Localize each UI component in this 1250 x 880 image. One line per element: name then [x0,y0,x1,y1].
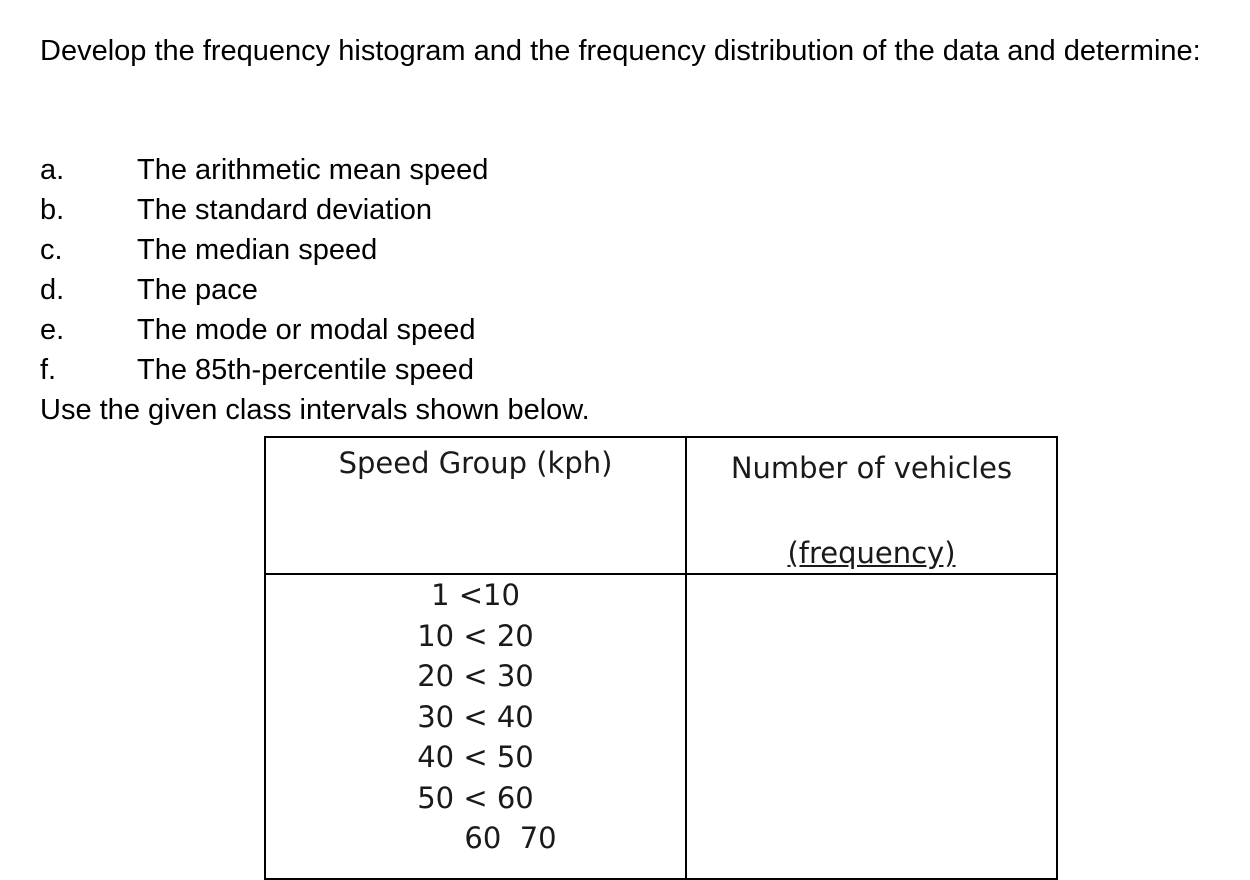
question-item [40,350,488,390]
question-item [40,270,488,310]
question-marker: c. [40,234,63,266]
instruction-text: Develop the frequency histogram and the frequency distribution of the data and determine: [40,35,1201,67]
frequency-header-line1: Number of vehicles [730,451,1013,485]
question-marker: d. [40,274,65,306]
speed-group-header: Speed Group (kph) [265,437,686,574]
question-marker: b. [40,194,65,226]
speed-range: 40 < 50 [417,740,534,774]
speed-range: 30 < 40 [417,699,534,734]
question-marker: e. [40,314,65,346]
speed-groups-cell [265,574,686,879]
question-list [40,150,488,390]
table-row [265,574,1057,879]
speed-range: 50 < 60 [417,780,534,815]
speed-frequency-table [264,436,1058,880]
speed-range: 10 < 20 [417,618,534,653]
speed-range: 60 70 [464,821,557,855]
frequency-header-line2: (frequency) [787,536,956,570]
question-item [40,310,488,350]
table-instruction-text: Use the given class intervals shown below. [40,394,590,426]
question-text: The 85th-percentile speed [137,354,474,386]
question-text: The pace [137,274,258,306]
question-item [40,150,488,190]
question-marker: f. [40,354,57,386]
question-item [40,230,488,270]
speed-range: 1 <10 [431,578,520,612]
question-text: The standard deviation [137,194,433,226]
question-item [40,190,488,230]
frequency-header [686,437,1057,574]
question-text: The arithmetic mean speed [137,154,489,186]
question-text: The median speed [137,234,378,266]
table-header-row [265,437,1057,574]
speed-range: 20 < 30 [417,659,534,693]
question-marker: a. [40,154,65,186]
frequency-cell-empty [686,574,1057,879]
question-text: The mode or modal speed [137,314,476,346]
